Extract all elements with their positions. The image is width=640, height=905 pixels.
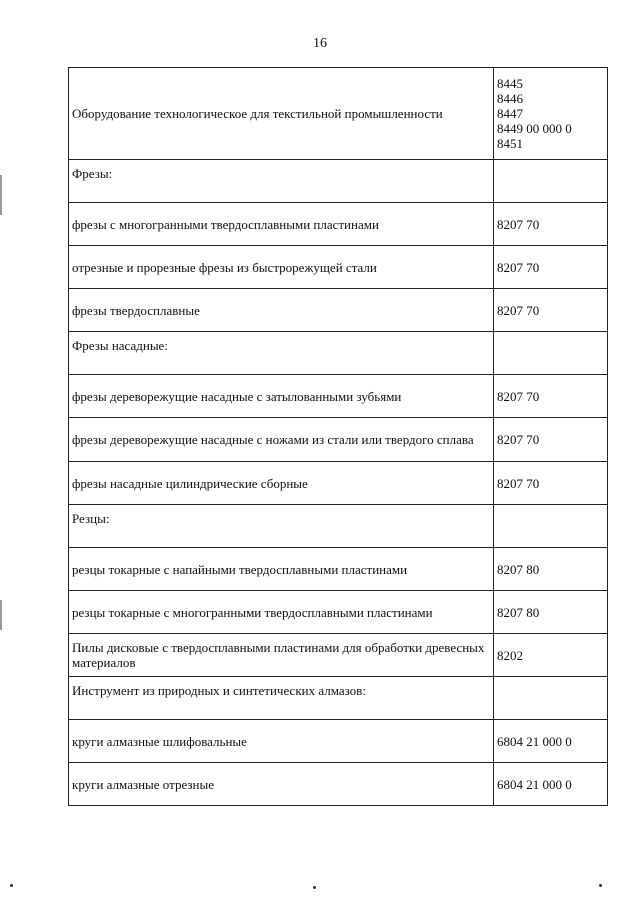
- item-code-cell: [494, 720, 608, 763]
- section-heading: Фрезы:: [69, 160, 494, 203]
- item-code: 6804 21 000 0: [497, 776, 572, 792]
- table-row: [69, 418, 608, 462]
- item-name: круги алмазные шлифовальные: [69, 720, 494, 763]
- item-code-cell: [494, 634, 608, 677]
- item-code: 8207 70: [497, 259, 540, 275]
- section-heading: Резцы:: [69, 505, 494, 548]
- item-code-cell: [494, 246, 608, 289]
- scan-dot: [10, 884, 13, 887]
- section-heading: Фрезы насадные:: [69, 332, 494, 375]
- item-code-cell: [494, 160, 608, 203]
- table-row: [69, 763, 608, 806]
- scan-edge-mark: [0, 175, 2, 215]
- table-section-row: [69, 160, 608, 203]
- item-code-cell: [494, 591, 608, 634]
- item-name: фрезы дереворежущие насадные с затылованными зубьями: [69, 375, 494, 418]
- item-name: резцы токарные с напайными твердосплавными пластинами: [69, 548, 494, 591]
- item-code-cell: [494, 68, 608, 160]
- item-code: 8207 80: [497, 604, 540, 620]
- table-row: [69, 68, 608, 160]
- item-name: фрезы твердосплавные: [69, 289, 494, 332]
- item-code: 8207 70: [497, 216, 540, 232]
- table-section-row: [69, 677, 608, 720]
- item-name: отрезные и прорезные фрезы из быстрорежущей стали: [69, 246, 494, 289]
- scan-edge-mark: [0, 600, 2, 630]
- customs-code-table: [68, 67, 608, 806]
- item-code-cell: [494, 418, 608, 462]
- item-code: 8207 70: [497, 475, 540, 491]
- table-row: [69, 203, 608, 246]
- item-name: Пилы дисковые с твердосплавными пластинами для обработки древесных материалов: [69, 634, 494, 677]
- section-heading: Инструмент из природных и синтетических алмазов:: [69, 677, 494, 720]
- page-number: 16: [313, 36, 327, 51]
- table-row: [69, 634, 608, 677]
- item-code: 8451: [497, 136, 523, 151]
- table-row: [69, 720, 608, 763]
- item-code-cell: [494, 289, 608, 332]
- item-code-cell: [494, 462, 608, 505]
- item-code: 8445: [497, 76, 523, 91]
- item-code-cell: [494, 375, 608, 418]
- item-code: 8207 80: [497, 561, 540, 577]
- item-name: фрезы с многогранными твердосплавными пластинами: [69, 203, 494, 246]
- item-code: 8202: [497, 647, 523, 663]
- item-name: резцы токарные с многогранными твердосплавными пластинами: [69, 591, 494, 634]
- table-row: [69, 548, 608, 591]
- table-row: [69, 591, 608, 634]
- item-code-cell: [494, 763, 608, 806]
- table-section-row: [69, 332, 608, 375]
- scan-dot: [599, 884, 602, 887]
- item-code: 8446: [497, 91, 523, 106]
- item-code: 8447: [497, 106, 523, 121]
- item-code-cell: [494, 332, 608, 375]
- table-row: [69, 289, 608, 332]
- item-code-cell: [494, 548, 608, 591]
- item-code: 6804 21 000 0: [497, 733, 572, 749]
- item-code: 8207 70: [497, 432, 540, 447]
- item-code: 8207 70: [497, 302, 540, 318]
- item-name: фрезы дереворежущие насадные с ножами из стали или твердого сплава: [69, 418, 494, 462]
- item-code-cell: [494, 677, 608, 720]
- scan-dot: [313, 886, 316, 889]
- table-row: [69, 246, 608, 289]
- table-section-row: [69, 505, 608, 548]
- item-name: круги алмазные отрезные: [69, 763, 494, 806]
- item-code: 8449 00 000 0: [497, 121, 572, 136]
- item-name: Оборудование технологическое для текстильной промышленности: [69, 68, 494, 160]
- item-code-cell: [494, 203, 608, 246]
- table-row: [69, 375, 608, 418]
- item-code-cell: [494, 505, 608, 548]
- item-code: 8207 70: [497, 388, 540, 404]
- item-name: фрезы насадные цилиндрические сборные: [69, 462, 494, 505]
- table-row: [69, 462, 608, 505]
